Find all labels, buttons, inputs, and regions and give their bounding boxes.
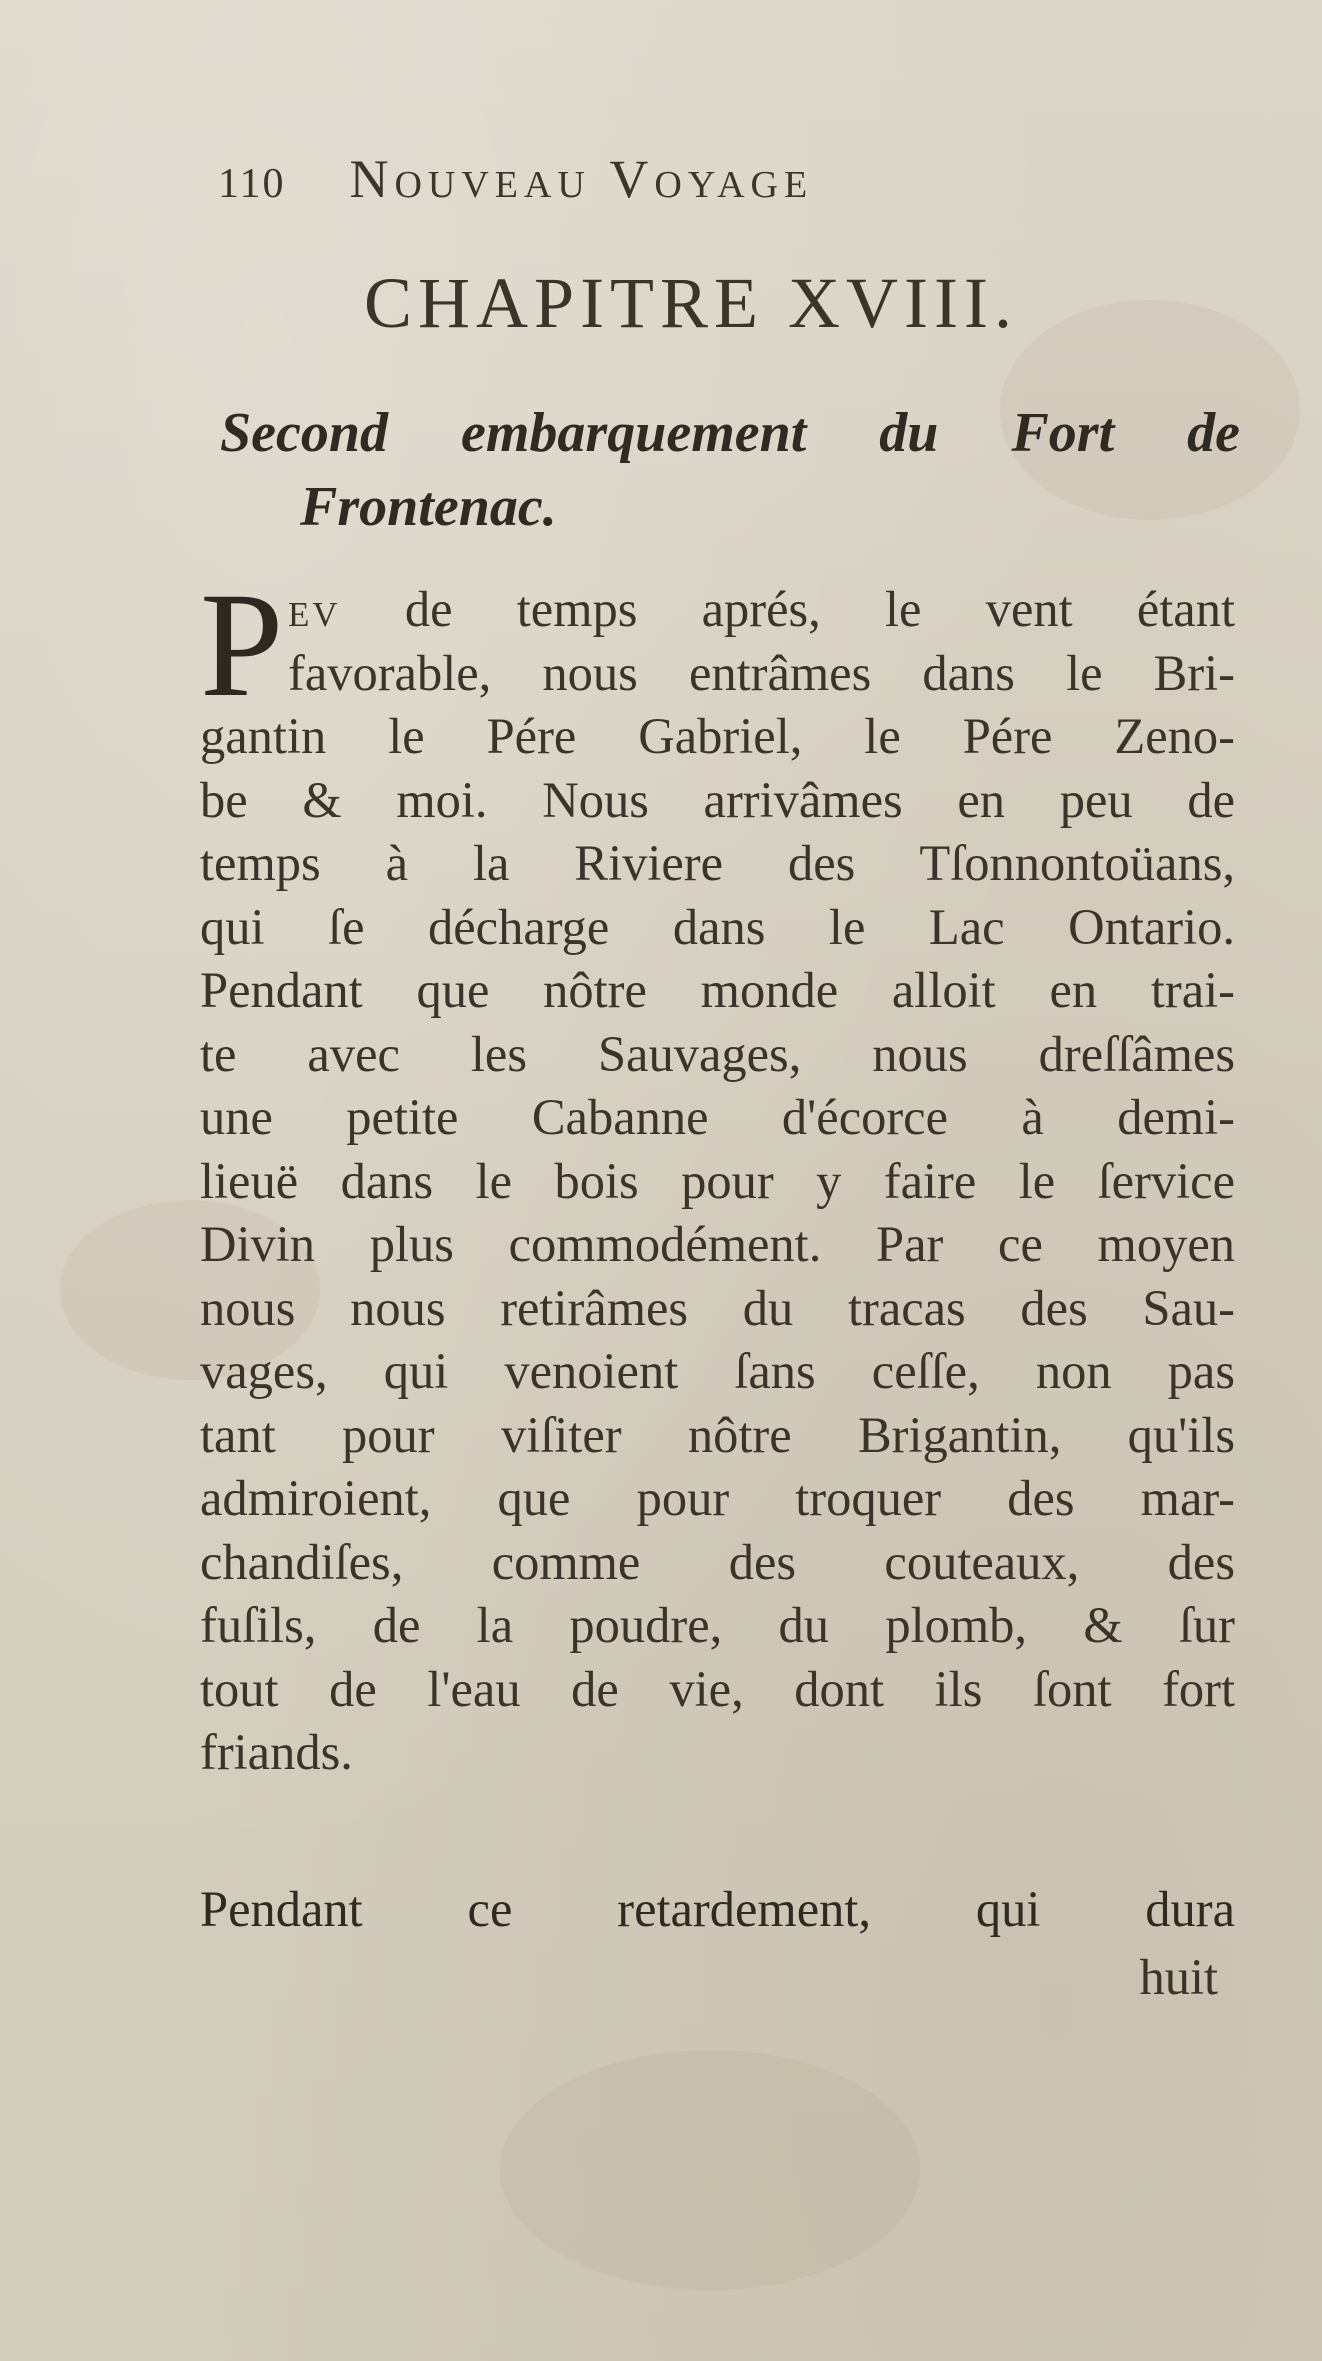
text-line: temps à la Riviere des Tſonnontoüans, (200, 835, 1235, 891)
catchword: huit (1139, 1949, 1218, 2005)
text-line: admiroient, que pour troquer des mar- (200, 1470, 1235, 1526)
text-line: Divin plus commodément. Par ce moyen (200, 1216, 1235, 1272)
subtitle-word: embarquement (460, 402, 807, 464)
text-line: Pendant que nôtre monde alloit en trai- (200, 962, 1235, 1018)
text-line (200, 578, 1235, 642)
small-caps-word: ev (288, 581, 341, 637)
text-line: tout de l'eau de vie, dont ils ſont fort (200, 1660, 1235, 1717)
text-line: fuſils, de la poudre, du plomb, & ſur (200, 1597, 1235, 1653)
text-line: vages, qui venoient ſans ceſſe, non pas (200, 1343, 1235, 1399)
text-line: gantin le Pére Gabriel, le Pére Zeno- (200, 708, 1235, 764)
running-title: Nouveau Voyage (349, 149, 814, 209)
chapter-heading: CHAPITRE XVIII. (364, 263, 1018, 343)
paragraph-1 (200, 562, 1236, 1785)
paper-stain (500, 2050, 920, 2290)
text-line: te avec les Sauvages, nous dreſſâmes (200, 1025, 1235, 1082)
chapter-subtitle-line-2: Frontenac. (300, 476, 557, 538)
text-line: Pendant ce retardement, qui dura (200, 1881, 1235, 1937)
text-line: friands. (200, 1724, 353, 1780)
page-number: 110 (218, 161, 286, 207)
chapter-subtitle-line-1 (220, 398, 1240, 468)
running-head (218, 148, 1078, 218)
text-line: nous nous retirâmes du tracas des Sau- (200, 1279, 1235, 1336)
subtitle-word: de (1187, 402, 1240, 464)
text-line: be & moi. Nous arrivâmes en peu de (200, 771, 1235, 828)
drop-cap: P (200, 562, 284, 728)
text-line: qui ſe décharge dans le Lac Ontario. (200, 898, 1235, 955)
subtitle-word: Fort (1011, 402, 1115, 464)
subtitle-word: Second (220, 402, 388, 464)
text-line: lieuë dans le bois pour y faire le ſervice (200, 1152, 1235, 1209)
text-line: chandiſes, comme des couteaux, des (200, 1533, 1235, 1590)
paragraph-2 (200, 1878, 1235, 1942)
text-line: tant pour viſiter nôtre Brigantin, qu'ils (200, 1406, 1235, 1463)
subtitle-word: du (879, 402, 939, 464)
first-line-text: de temps aprés, le vent étant (404, 581, 1236, 637)
text-line: favorable, nous entrâmes dans le Bri- (288, 644, 1235, 701)
text-line: une petite Cabanne d'écorce à demi- (200, 1089, 1235, 1145)
